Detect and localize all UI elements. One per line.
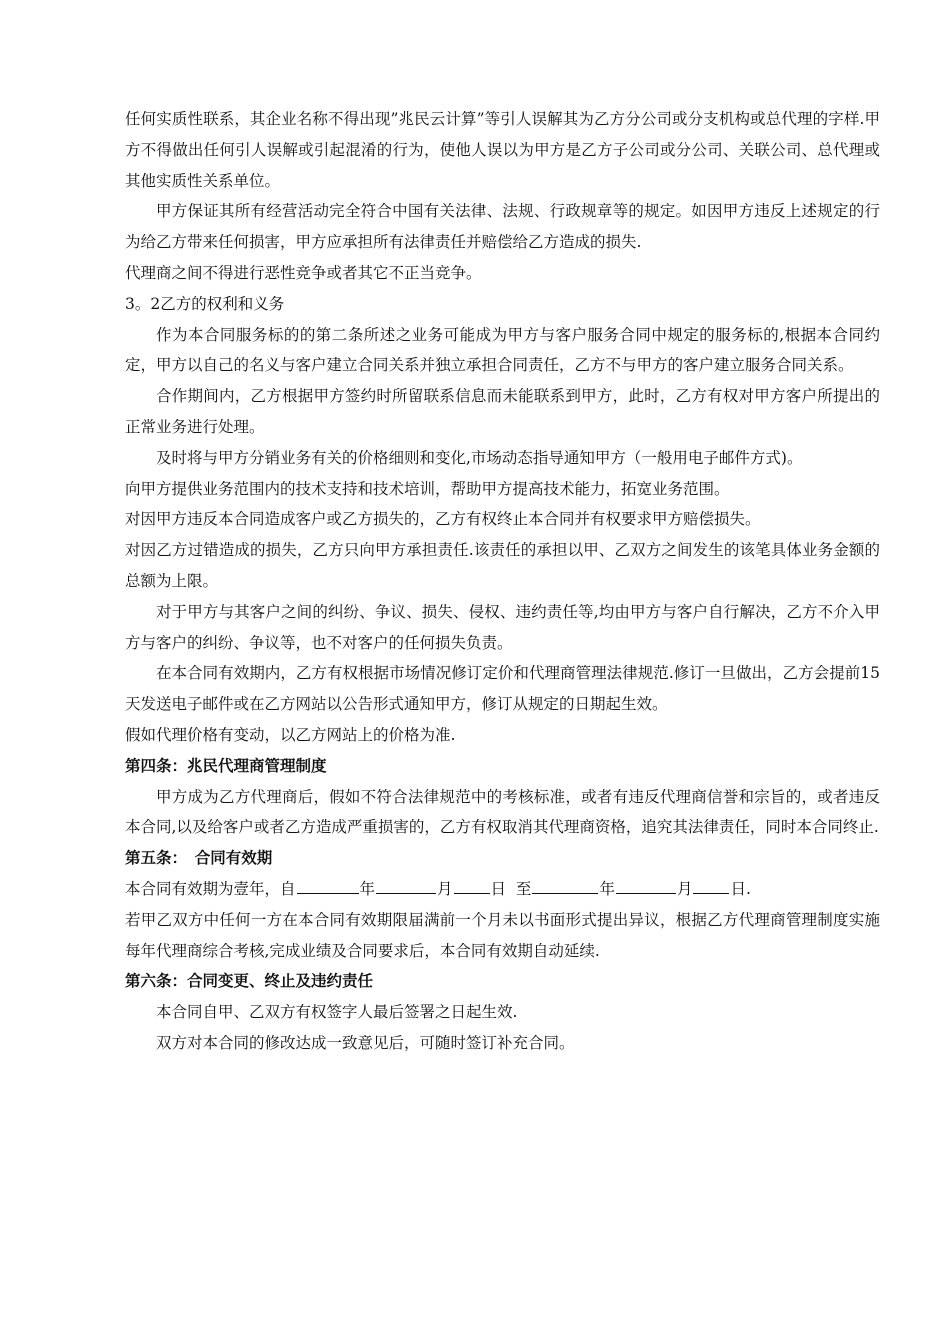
validity-to-label: 至	[515, 879, 532, 898]
paragraph-technical-support: 向甲方提供业务范围内的技术支持和技术培训，帮助甲方提高技术能力，拓宽业务范围。	[125, 479, 730, 498]
paragraph-no-unfair-competition: 代理商之间不得进行恶性竞争或者其它不正当竞争。	[125, 263, 482, 282]
article-6-heading: 第六条：合同变更、终止及违约责任	[125, 971, 374, 991]
end-month-blank	[616, 877, 676, 894]
paragraph-agent-disqualification: 甲方成为乙方代理商后，假如不符合法律规范中的考核标准，或者有违反代理商信誉和宗旨的，或者违反本合同,以及给客户或者乙方造成严重损害的，乙方有权取消其代理商资格，追究其法律责任，同时本合同终止.	[125, 787, 880, 837]
validity-day-label-2: 日.	[730, 879, 751, 898]
paragraph-pricing-revision: 在本合同有效期内，乙方有权根据市场情况修订定价和代理商管理法律规范.修订一旦做出，乙方会提前15天发送电子邮件或在乙方网站以公告形式通知甲方，修订从规定的日期起生效。	[125, 664, 880, 714]
paragraph-auto-renewal: 若甲乙双方中任何一方在本合同有效期限届满前一个月未以书面形式提出异议，根据乙方代理商管理制度实施每年代理商综合考核,完成业绩及合同要求后，本合同有效期自动延续.	[125, 910, 880, 960]
paragraph-effective-date: 本合同自甲、乙双方有权签字人最后签署之日起生效.	[156, 1003, 518, 1022]
paragraph-validity-period	[125, 874, 880, 905]
validity-month-label-2: 月	[676, 879, 693, 898]
validity-prefix: 本合同有效期为壹年，自	[125, 879, 296, 898]
article-5-heading: 第五条： 合同有效期	[125, 848, 273, 868]
validity-month-label-1: 月	[437, 879, 453, 898]
start-year-blank	[297, 877, 359, 894]
paragraph-liability-cap: 对因乙方过错造成的损失，乙方只向甲方承担责任.该责任的承担以甲、乙双方之间发生的该笔具体业务金额的总额为上限。	[125, 541, 880, 590]
paragraph-party-a-compliance: 甲方保证其所有经营活动完全符合中国有关法律、法规、行政规章等的规定。如因甲方违反上述规定的行为给乙方带来任何损害，甲方应承担所有法律责任并赔偿给乙方造成的损失.	[125, 202, 880, 252]
paragraph-service-subject: 作为本合同服务标的的第二条所述之业务可能成为甲方与客户服务合同中规定的服务标的,根据本合同约定，甲方以自己的名义与客户建立合同关系并独立承担合同责任，乙方不与甲方的客户建立服务合同关系。	[125, 325, 880, 375]
article-4-heading: 第四条：兆民代理商管理制度	[125, 755, 327, 775]
end-day-blank	[693, 877, 729, 894]
end-year-blank	[532, 877, 598, 894]
paragraph-cooperation-period: 合作期间内，乙方根据甲方签约时所留联系信息而未能联系到甲方，此时，乙方有权对甲方客户所提出的正常业务进行处理。	[125, 387, 880, 436]
start-month-blank	[376, 877, 436, 894]
section-3-2-heading: 3。2乙方的权利和义务	[125, 294, 285, 313]
document-body	[125, 104, 880, 1059]
validity-year-label-2: 年	[599, 879, 615, 898]
paragraph-price-notification: 及时将与甲方分销业务有关的价格细则和变化,市场动态指导通知甲方（一般用电子邮件方式)。	[156, 448, 803, 467]
paragraph-enterprise-name-restriction: 任何实质性联系，其企业名称不得出现”兆民云计算”等引人误解其为乙方分公司或分支机构或总代理的字样.甲方不得做出任何引人误解或引起混淆的行为，使他人误以为甲方是乙方子公司或分公司、关联公司、总代理或其他实质性关系单位。	[125, 110, 880, 190]
validity-year-label-1: 年	[359, 879, 376, 898]
paragraph-customer-disputes: 对于甲方与其客户之间的纠纷、争议、损失、侵权、违约责任等,均由甲方与客户自行解决，乙方不介入甲方与客户的纠纷、争议等，也不对客户的任何损失负责。	[125, 602, 880, 652]
paragraph-termination-right: 对因甲方违反本合同造成客户或乙方损失的，乙方有权终止本合同并有权要求甲方赔偿损失。	[125, 510, 761, 529]
validity-day-label-1: 日	[490, 879, 507, 898]
paragraph-price-changes: 假如代理价格有变动，以乙方网站上的价格为准.	[125, 725, 456, 744]
paragraph-supplementary-contract: 双方对本合同的修改达成一致意见后，可随时签订补充合同。	[156, 1033, 575, 1052]
start-day-blank	[454, 877, 490, 894]
